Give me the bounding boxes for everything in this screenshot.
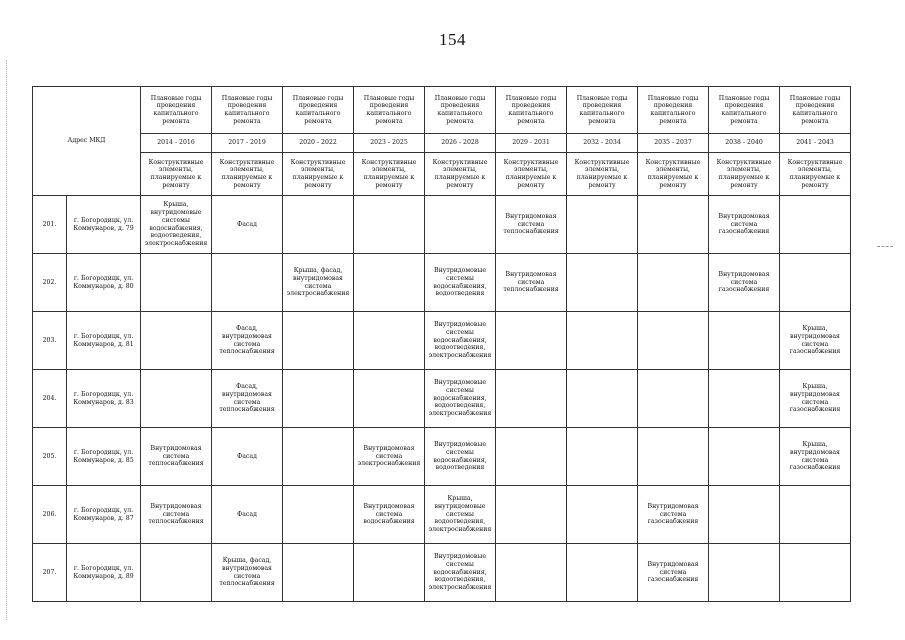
repair-elements-cell bbox=[283, 196, 354, 254]
repair-elements-cell bbox=[780, 486, 851, 544]
repair-elements-cell bbox=[141, 312, 212, 370]
repair-elements-cell bbox=[780, 196, 851, 254]
repair-elements-cell bbox=[638, 254, 709, 312]
page-number: 154 bbox=[439, 30, 466, 49]
repair-elements-cell: Внутридомовые системы водоснабжения, водоотведения, электроснабжения bbox=[425, 312, 496, 370]
elements-header: Конструктивные элементы, планируемые к ремонту bbox=[567, 153, 638, 196]
row-number: 201. bbox=[33, 196, 67, 254]
repair-elements-cell: Крыша, внутридомовая система газоснабжения bbox=[780, 370, 851, 428]
planned-years-header: Плановые годы проведения капитального ремонта bbox=[212, 87, 283, 134]
repair-elements-cell bbox=[638, 370, 709, 428]
elements-header: Конструктивные элементы, планируемые к ремонту bbox=[212, 153, 283, 196]
repair-elements-cell bbox=[354, 196, 425, 254]
building-address: г. Богородицк, ул. Коммунаров, д. 80 bbox=[67, 254, 141, 312]
repair-elements-cell bbox=[638, 196, 709, 254]
building-address: г. Богородицк, ул. Коммунаров, д. 79 bbox=[67, 196, 141, 254]
repair-elements-cell bbox=[567, 428, 638, 486]
building-address: г. Богородицк, ул. Коммунаров, д. 81 bbox=[67, 312, 141, 370]
year-range-cell: 2032 - 2034 bbox=[567, 134, 638, 153]
row-number: 206. bbox=[33, 486, 67, 544]
repair-elements-cell: Крыша, внутридомовые системы водоснабжения, водоотведения, электроснабжения bbox=[141, 196, 212, 254]
planned-years-header: Плановые годы проведения капитального ремонта bbox=[638, 87, 709, 134]
repair-elements-cell bbox=[709, 370, 780, 428]
planned-years-header: Плановые годы проведения капитального ремонта bbox=[425, 87, 496, 134]
planned-years-header: Плановые годы проведения капитального ремонта bbox=[354, 87, 425, 134]
repair-elements-cell bbox=[425, 196, 496, 254]
year-range-cell: 2026 - 2028 bbox=[425, 134, 496, 153]
repair-elements-cell bbox=[354, 544, 425, 602]
elements-header: Конструктивные элементы, планируемые к ремонту bbox=[354, 153, 425, 196]
repair-elements-cell bbox=[567, 312, 638, 370]
repair-elements-cell: Внутридомовая система газоснабжения bbox=[638, 486, 709, 544]
repair-elements-cell bbox=[709, 544, 780, 602]
row-number: 202. bbox=[33, 254, 67, 312]
repair-elements-cell: Внутридомовые системы водоснабжения, водоотведения bbox=[425, 428, 496, 486]
repair-elements-cell bbox=[567, 544, 638, 602]
repair-elements-cell bbox=[141, 370, 212, 428]
repair-elements-cell bbox=[496, 486, 567, 544]
row-number: 204. bbox=[33, 370, 67, 428]
repair-elements-cell: Фасад bbox=[212, 428, 283, 486]
planned-years-header: Плановые годы проведения капитального ремонта bbox=[283, 87, 354, 134]
repair-elements-cell bbox=[283, 428, 354, 486]
repair-elements-cell bbox=[141, 254, 212, 312]
elements-header: Конструктивные элементы, планируемые к ремонту bbox=[709, 153, 780, 196]
repair-elements-cell bbox=[638, 428, 709, 486]
repair-elements-cell: Внутридомовая система теплоснабжения bbox=[141, 486, 212, 544]
repair-elements-cell: Внутридомовая система электроснабжения bbox=[354, 428, 425, 486]
table-row bbox=[33, 312, 851, 370]
repair-elements-cell bbox=[496, 428, 567, 486]
repair-elements-cell bbox=[567, 486, 638, 544]
table-row bbox=[33, 254, 851, 312]
address-header: Адрес МКД bbox=[33, 87, 141, 196]
repair-elements-cell bbox=[283, 486, 354, 544]
row-number: 203. bbox=[33, 312, 67, 370]
repair-elements-cell: Крыша, внутридомовая система газоснабжения bbox=[780, 428, 851, 486]
repair-elements-cell bbox=[354, 254, 425, 312]
repair-elements-cell: Крыша, фасад, внутридомовая система теплоснабжения bbox=[212, 544, 283, 602]
repair-elements-cell: Внутридомовая система теплоснабжения bbox=[496, 254, 567, 312]
planned-years-header: Плановые годы проведения капитального ремонта bbox=[709, 87, 780, 134]
repair-elements-cell bbox=[780, 254, 851, 312]
repair-elements-cell bbox=[780, 544, 851, 602]
year-range-cell: 2038 - 2040 bbox=[709, 134, 780, 153]
planned-years-header: Плановые годы проведения капитального ремонта bbox=[141, 87, 212, 134]
row-number: 207. bbox=[33, 544, 67, 602]
year-range-cell: 2020 - 2022 bbox=[283, 134, 354, 153]
margin-dotted-line bbox=[6, 60, 9, 620]
planned-years-header: Плановые годы проведения капитального ремонта bbox=[496, 87, 567, 134]
repair-elements-cell: Внутридомовая система теплоснабжения bbox=[496, 196, 567, 254]
repair-elements-cell: Внутридомовые системы водоснабжения, водоотведения, электроснабжения bbox=[425, 370, 496, 428]
elements-header: Конструктивные элементы, планируемые к ремонту bbox=[496, 153, 567, 196]
repair-elements-cell: Фасад, внутридомовая система теплоснабжения bbox=[212, 312, 283, 370]
repair-elements-cell: Внутридомовая система теплоснабжения bbox=[141, 428, 212, 486]
repair-elements-cell: Крыша, внутридомовые системы водоотведения, электроснабжения bbox=[425, 486, 496, 544]
elements-header: Конструктивные элементы, планируемые к ремонту bbox=[283, 153, 354, 196]
repair-elements-cell bbox=[354, 370, 425, 428]
elements-header: Конструктивные элементы, планируемые к ремонту bbox=[638, 153, 709, 196]
elements-header: Конструктивные элементы, планируемые к ремонту bbox=[425, 153, 496, 196]
repair-elements-cell bbox=[354, 312, 425, 370]
repair-elements-cell: Внутридомовые системы водоснабжения, водоотведения bbox=[425, 254, 496, 312]
table-row bbox=[33, 544, 851, 602]
repair-elements-cell bbox=[141, 544, 212, 602]
building-address: г. Богородицк, ул. Коммунаров, д. 83 bbox=[67, 370, 141, 428]
repair-elements-cell bbox=[283, 370, 354, 428]
repair-elements-cell: Фасад bbox=[212, 196, 283, 254]
repair-elements-cell bbox=[283, 312, 354, 370]
table-row bbox=[33, 196, 851, 254]
repair-elements-cell: Внутридомовые системы водоснабжения, водоотведения, электроснабжения bbox=[425, 544, 496, 602]
table-row bbox=[33, 486, 851, 544]
repair-elements-cell bbox=[709, 312, 780, 370]
repair-elements-cell: Внутридомовая система газоснабжения bbox=[638, 544, 709, 602]
elements-header: Конструктивные элементы, планируемые к ремонту bbox=[141, 153, 212, 196]
repair-elements-cell bbox=[638, 312, 709, 370]
repair-elements-cell bbox=[496, 544, 567, 602]
year-range-cell: 2017 - 2019 bbox=[212, 134, 283, 153]
table-row bbox=[33, 428, 851, 486]
repair-elements-cell bbox=[496, 312, 567, 370]
repair-elements-cell: Внутридомовая система газоснабжения bbox=[709, 254, 780, 312]
row-number: 205. bbox=[33, 428, 67, 486]
repair-elements-cell: Крыша, внутридомовая система газоснабжения bbox=[780, 312, 851, 370]
capital-repair-schedule-table bbox=[32, 86, 851, 602]
year-range-cell: 2029 - 2031 bbox=[496, 134, 567, 153]
repair-elements-cell: Фасад bbox=[212, 486, 283, 544]
repair-elements-cell bbox=[496, 370, 567, 428]
year-range-cell: 2014 - 2016 bbox=[141, 134, 212, 153]
building-address: г. Богородицк, ул. Коммунаров, д. 85 bbox=[67, 428, 141, 486]
repair-elements-cell bbox=[283, 544, 354, 602]
planned-years-header: Плановые годы проведения капитального ремонта bbox=[567, 87, 638, 134]
repair-elements-cell bbox=[567, 196, 638, 254]
year-range-cell: 2023 - 2025 bbox=[354, 134, 425, 153]
year-range-cell: 2041 - 2043 bbox=[780, 134, 851, 153]
repair-elements-cell bbox=[709, 486, 780, 544]
repair-elements-cell bbox=[212, 254, 283, 312]
building-address: г. Богородицк, ул. Коммунаров, д. 89 bbox=[67, 544, 141, 602]
repair-elements-cell bbox=[567, 370, 638, 428]
edge-dash-mark bbox=[877, 246, 893, 247]
building-address: г. Богородицк, ул. Коммунаров, д. 87 bbox=[67, 486, 141, 544]
repair-elements-cell bbox=[709, 428, 780, 486]
repair-elements-cell bbox=[567, 254, 638, 312]
repair-elements-cell: Крыша, фасад, внутридомовая система электроснабжения bbox=[283, 254, 354, 312]
table-row bbox=[33, 370, 851, 428]
elements-header: Конструктивные элементы, планируемые к ремонту bbox=[780, 153, 851, 196]
repair-elements-cell: Внутридомовая система водоснабжения bbox=[354, 486, 425, 544]
repair-elements-cell: Внутридомовая система газоснабжения bbox=[709, 196, 780, 254]
repair-elements-cell: Фасад, внутридомовая система теплоснабжения bbox=[212, 370, 283, 428]
year-range-cell: 2035 - 2037 bbox=[638, 134, 709, 153]
planned-years-header: Плановые годы проведения капитального ремонта bbox=[780, 87, 851, 134]
